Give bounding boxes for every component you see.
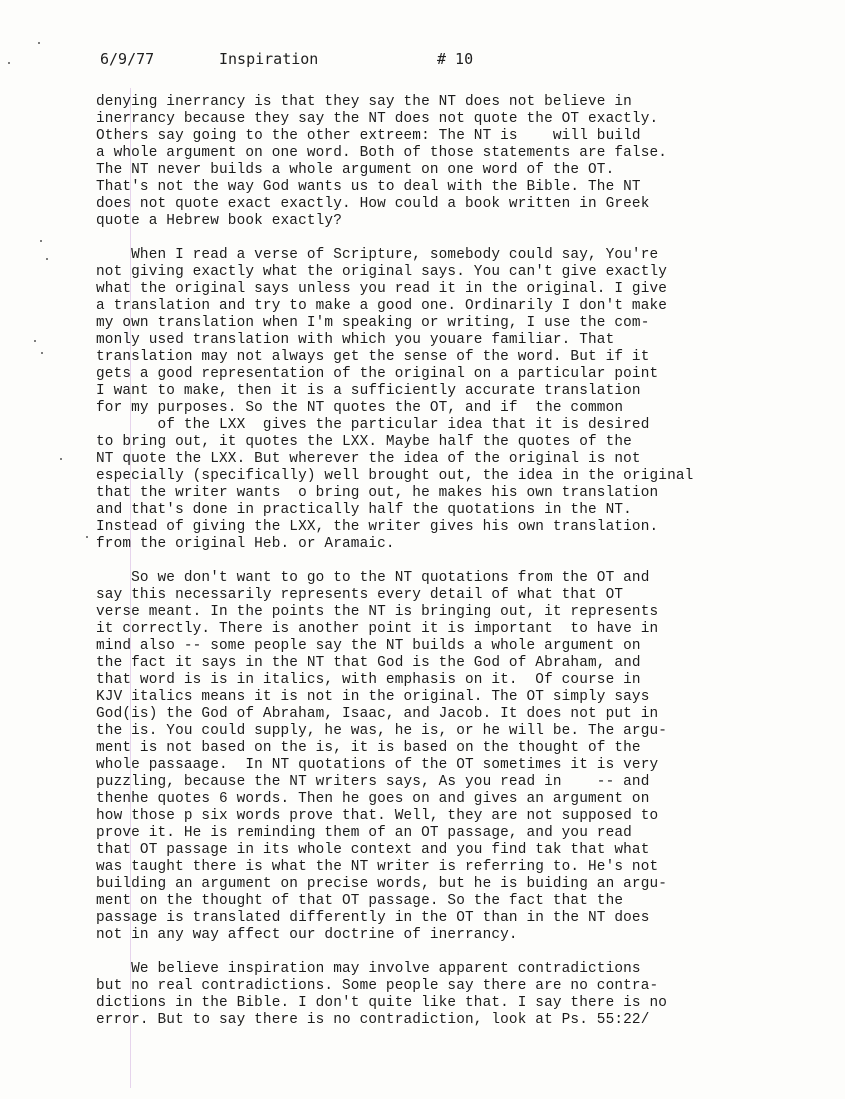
header-page-number: # 10 (437, 50, 474, 68)
text-line: the is. You could supply, he was, he is, or he will be. The argu- (96, 723, 668, 739)
text-line: what the original says unless you read it in the original. I give (96, 281, 668, 297)
scan-speck (86, 536, 88, 538)
header-title: Inspiration (219, 50, 319, 68)
text-line: passage is translated differently in the OT than in the NT does (96, 910, 650, 926)
scan-speck (38, 42, 40, 44)
text-line: not in any way affect our doctrine of inerrancy. (96, 927, 518, 943)
text-line: how those p six words prove that. Well, they are not supposed to (96, 808, 659, 824)
text-line: ment is not based on the is, it is based on the thought of the (96, 740, 641, 756)
scan-speck (60, 458, 62, 460)
scan-speck (41, 352, 43, 354)
text-line: that the writer wants o bring out, he makes his own translation (96, 485, 659, 501)
text-line: That's not the way God wants us to deal with the Bible. The NT (96, 179, 641, 195)
text-line: mind also -- some people say the NT builds a whole argument on (96, 638, 641, 654)
text-line: denying inerrancy is that they say the NT does not believe in (96, 94, 632, 110)
text-line: inerrancy because they say the NT does not quote the OT exactly. (96, 111, 659, 127)
scan-speck (40, 240, 42, 242)
text-line: of the LXX gives the particular idea that it is desired (96, 417, 650, 433)
text-line: Others say going to the other extreem: The NT is will build (96, 128, 641, 144)
text-line: The NT never builds a whole argument on one word of the OT. (96, 162, 615, 178)
text-line: from the original Heb. or Aramaic. (96, 536, 395, 552)
text-line: KJV italics means it is not in the original. The OT simply says (96, 689, 650, 705)
text-line: quote a Hebrew book exactly? (96, 213, 343, 229)
text-line: God(is) the God of Abraham, Isaac, and Jacob. It does not put in (96, 706, 659, 722)
page-header (100, 50, 800, 72)
text-line: to bring out, it quotes the LXX. Maybe half the quotes of the (96, 434, 632, 450)
text-line: verse meant. In the points the NT is bringing out, it represents (96, 604, 659, 620)
text-line: translation may not always get the sense of the word. But if it (96, 349, 650, 365)
text-line: building an argument on precise words, but he is buiding an argu- (96, 876, 668, 892)
paragraph (96, 94, 816, 230)
text-line: a translation and try to make a good one. Ordinarily I don't make (96, 298, 668, 314)
header-date: 6/9/77 (100, 50, 155, 68)
text-line: my own translation when I'm speaking or writing, I use the com- (96, 315, 650, 331)
text-line: does not quote exact exactly. How could a book written in Greek (96, 196, 650, 212)
text-line: a whole argument on one word. Both of those statements are false. (96, 145, 668, 161)
paragraph (96, 247, 816, 553)
text-line: We believe inspiration may involve apparent contradictions (96, 961, 641, 977)
text-line: NT quote the LXX. But wherever the idea of the original is not (96, 451, 641, 467)
text-line: the fact it says in the NT that God is the God of Abraham, and (96, 655, 641, 671)
text-line: that word is is in italics, with emphasis on it. Of course in (96, 672, 641, 688)
text-line: it correctly. There is another point it is important to have in (96, 621, 659, 637)
text-line: dictions in the Bible. I don't quite like that. I say there is no (96, 995, 668, 1011)
text-line: but no real contradictions. Some people say there are no contra- (96, 978, 659, 994)
text-line: especially (specifically) well brought out, the idea in the original (96, 468, 694, 484)
text-line: error. But to say there is no contradiction, look at Ps. 55:22/ (96, 1012, 650, 1028)
text-line: was taught there is what the NT writer is referring to. He's not (96, 859, 659, 875)
text-line: and that's done in practically half the quotations in the NT. (96, 502, 632, 518)
text-line: thenhe quotes 6 words. Then he goes on and gives an argument on (96, 791, 650, 807)
text-line: I want to make, then it is a sufficiently accurate translation (96, 383, 641, 399)
scan-speck (34, 340, 36, 342)
text-line: puzzling, because the NT writers says, As you read in -- and (96, 774, 650, 790)
text-line: Instead of giving the LXX, the writer gives his own translation. (96, 519, 659, 535)
text-line: prove it. He is reminding them of an OT passage, and you read (96, 825, 632, 841)
text-line: whole passaage. In NT quotations of the OT sometimes it is very (96, 757, 659, 773)
scan-speck (8, 62, 10, 64)
text-line: for my purposes. So the NT quotes the OT, and if the common (96, 400, 624, 416)
text-line: say this necessarily represents every detail of what that OT (96, 587, 624, 603)
text-line: not giving exactly what the original says. You can't give exactly (96, 264, 668, 280)
paragraph (96, 961, 816, 1029)
text-line: When I read a verse of Scripture, somebody could say, You're (96, 247, 659, 263)
document-body (96, 94, 816, 1046)
text-line: ment on the thought of that OT passage. So the fact that the (96, 893, 624, 909)
text-line: gets a good representation of the original on a particular point (96, 366, 659, 382)
paragraph (96, 570, 816, 944)
text-line: that OT passage in its whole context and you find tak that what (96, 842, 650, 858)
text-line: monly used translation with which you youare familiar. That (96, 332, 615, 348)
text-line: So we don't want to go to the NT quotations from the OT and (96, 570, 650, 586)
scan-speck (46, 258, 48, 260)
